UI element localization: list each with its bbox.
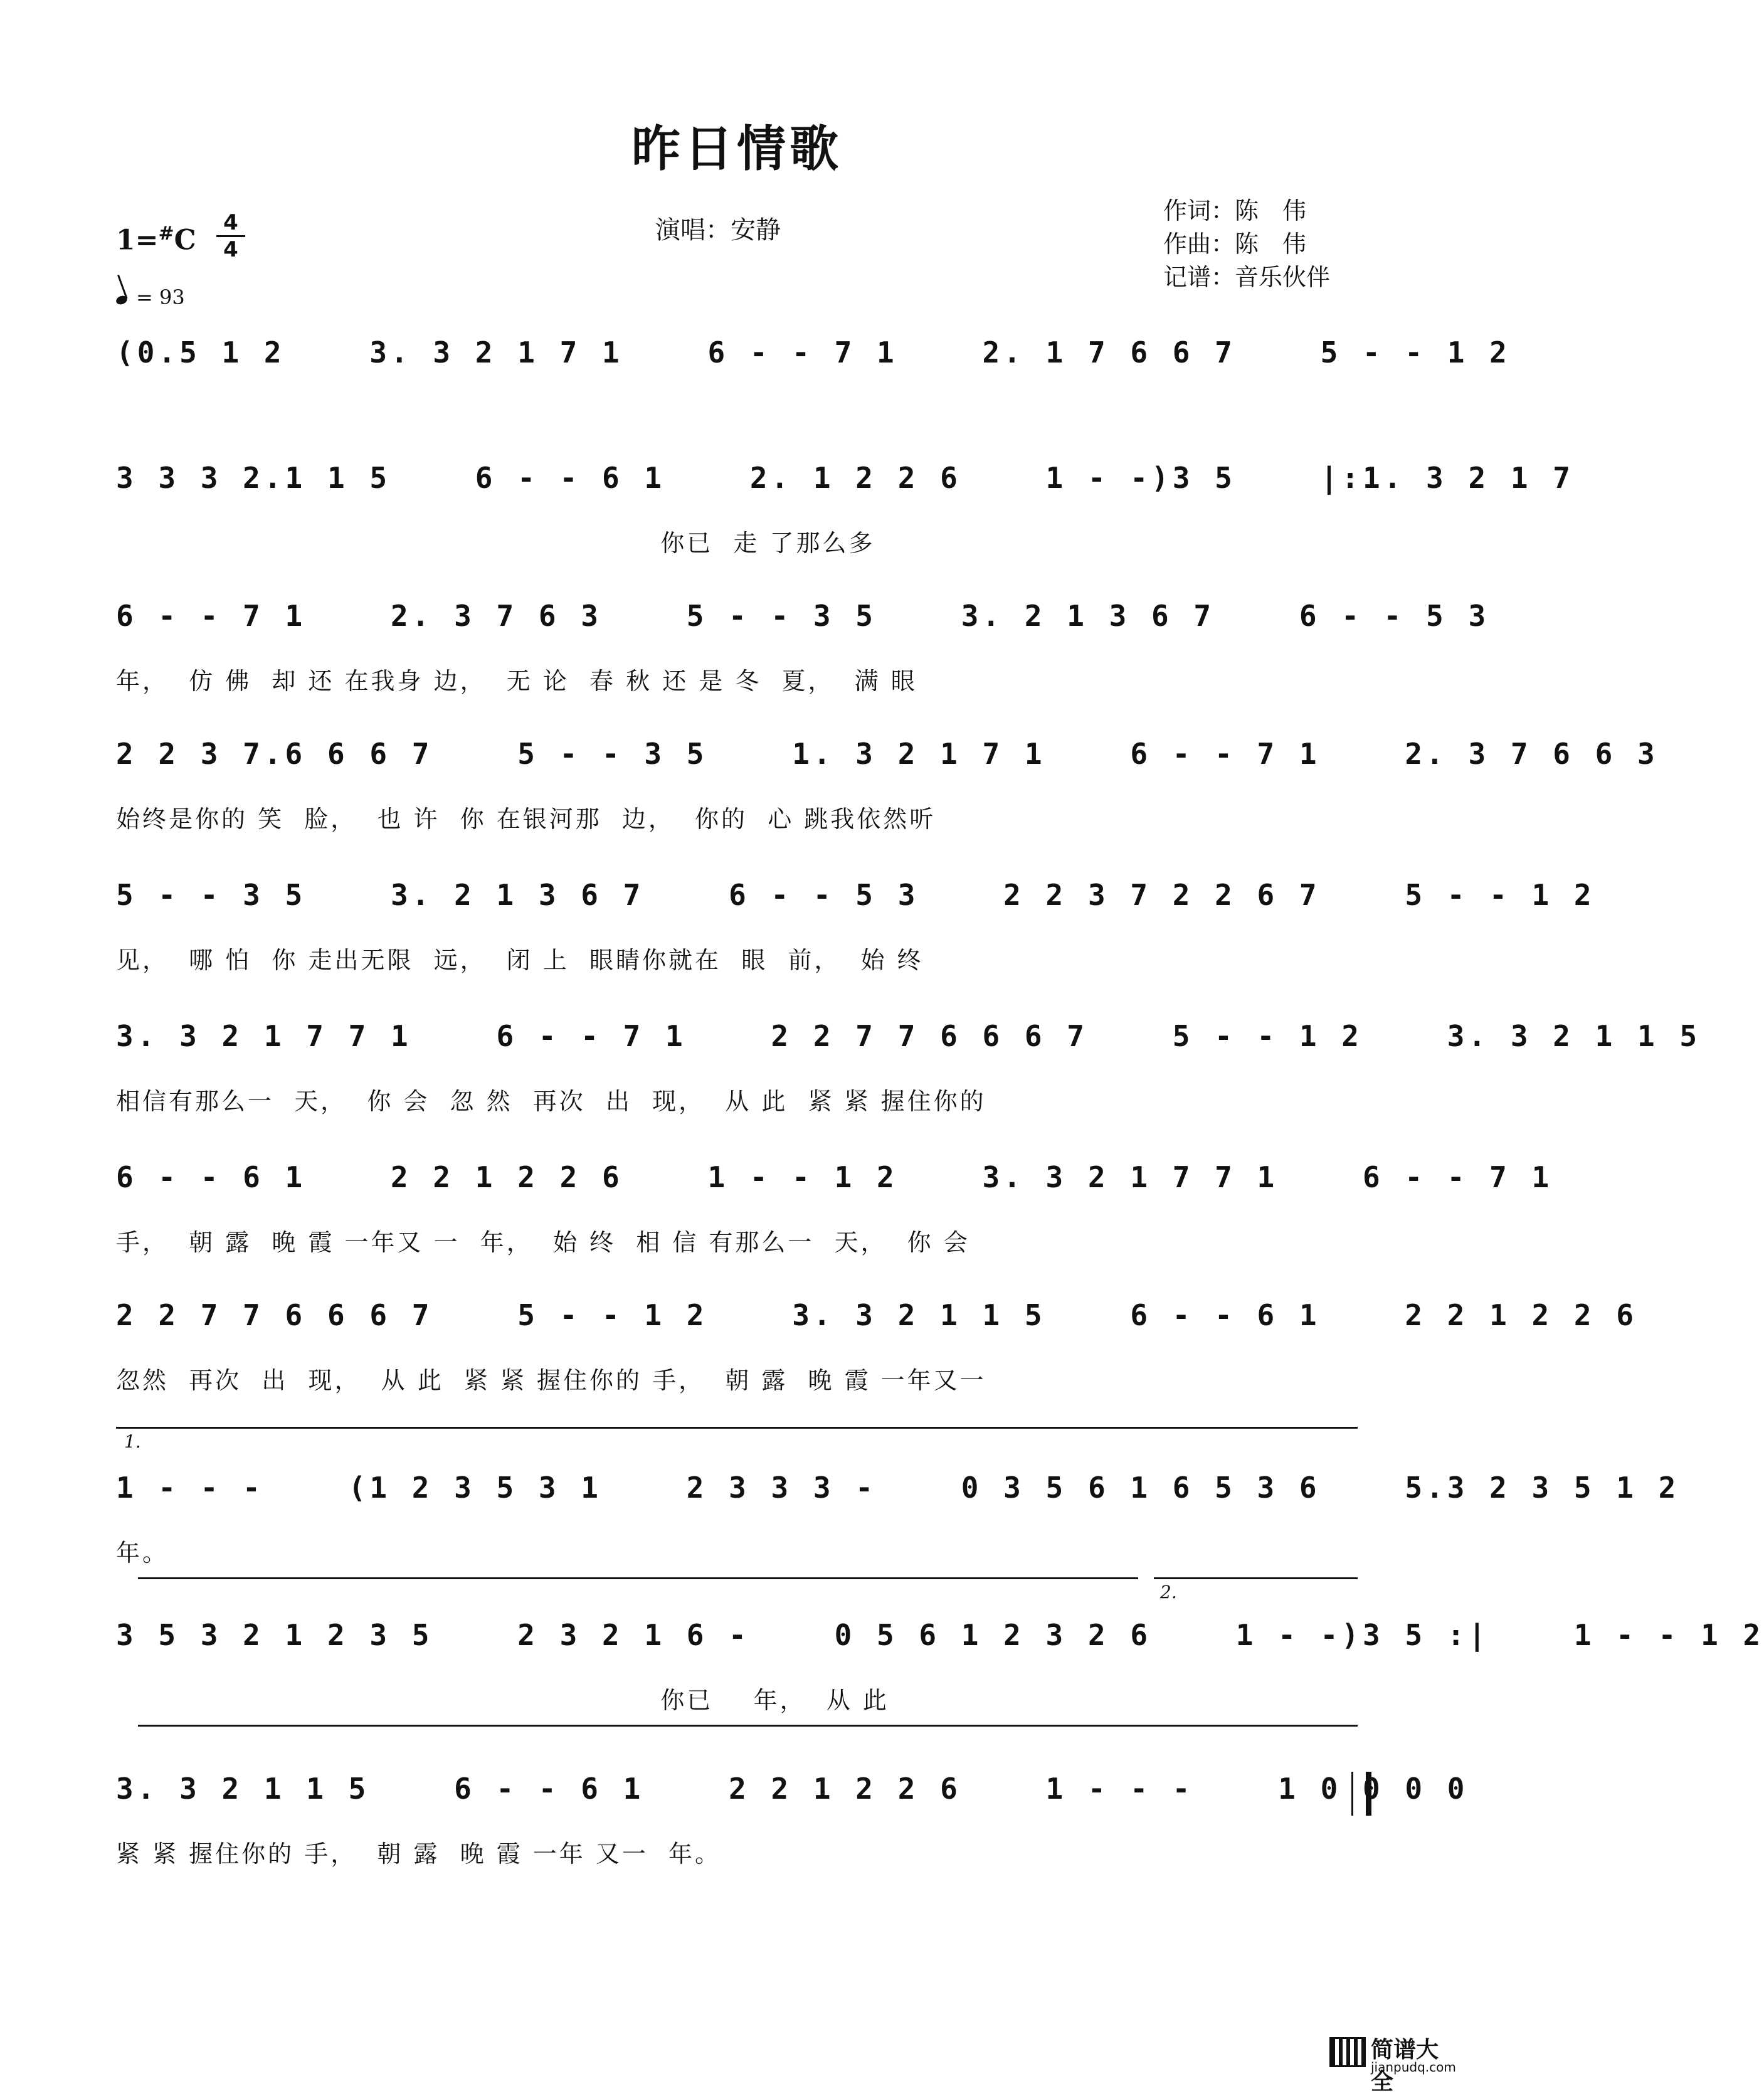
- lyrics: 你已 走 了那么多: [116, 529, 875, 557]
- time-signature-bottom: 4: [216, 235, 245, 262]
- volta-2-label: 2.: [1160, 1582, 1177, 1602]
- lyrics: 见， 哪 怕 你 走出无限 远， 闭 上 眼睛你就在 眼 前， 始 终: [116, 946, 924, 974]
- notes: 2 2 3 7.6 6 6 7 5 - - 3 5 1. 3 2 1 7 1 6 - - 7 1 2. 3 7 6 6 3: [116, 737, 1659, 771]
- lyrics: 你已 年， 从 此: [116, 1686, 889, 1714]
- lyrics: 始终是你的 笑 脸， 也 许 你 在银河那 边， 你的 心 跳我依然听: [116, 805, 936, 833]
- lyrics: 手， 朝 露 晚 霞 一年又 一 年， 始 终 相 信 有那么一 天， 你 会: [116, 1229, 970, 1256]
- notes: 3 3 3 2.1 1 5 6 - - 6 1 2. 1 2 2 6 1 - -)3 5 |:1. 3 2 1 7: [116, 461, 1574, 495]
- volta-1-label: 1.: [124, 1431, 141, 1452]
- watermark-name: 简谱大全: [1371, 2037, 1439, 2095]
- piano-keys-icon: [1329, 2037, 1366, 2067]
- key-prefix: 1=: [116, 224, 159, 257]
- volta-bracket-line: [138, 1577, 1138, 1579]
- notes: (0.5 1 2 3. 3 2 1 7 1 6 - - 7 1 2. 1 7 6 6 7 5 - - 1 2: [116, 336, 1511, 369]
- volta-bracket-line: [1154, 1577, 1358, 1579]
- notes: 3. 3 2 1 7 7 1 6 - - 7 1 2 2 7 7 6 6 6 7 5 - - 1 2 3. 3 2 1 1 5: [116, 1019, 1701, 1053]
- notes: 6 - - 7 1 2. 3 7 6 3 5 - - 3 5 3. 2 1 3 6 7 6 - - 5 3: [116, 599, 1490, 633]
- notes: 5 - - 3 5 3. 2 1 3 6 7 6 - - 5 3 2 2 3 7 2 2 6 7 5 - - 1 2: [116, 878, 1595, 912]
- lyrics: 年， 仿 佛 却 还 在我身 边， 无 论 春 秋 还 是 冬 夏， 满 眼: [116, 667, 917, 695]
- watermark-url: jianpudq.com: [1371, 2060, 1456, 2075]
- volta-bracket-line: [138, 1725, 1358, 1727]
- notes: 2 2 7 7 6 6 6 7 5 - - 1 2 3. 3 2 1 1 5 6 - - 6 1 2 2 1 2 2 6: [116, 1298, 1637, 1332]
- song-title: 昨日情歌: [631, 121, 842, 177]
- singer-credit: 演唱：安静: [655, 216, 781, 245]
- watermark-logo: [1329, 2032, 1456, 2095]
- sharp-sign: #: [158, 223, 174, 245]
- transcriber-credit: 记谱：音乐伙伴: [1163, 263, 1331, 291]
- composer-credit: 作曲：陈 伟: [1163, 230, 1307, 258]
- key-note: C: [174, 224, 196, 257]
- tempo-marking: [116, 285, 185, 309]
- notes: 6 - - 6 1 2 2 1 2 2 6 1 - - 1 2 3. 3 2 1 7 7 1 6 - - 7 1: [116, 1160, 1553, 1194]
- lyricist-credit: 作词：陈 伟: [1163, 197, 1307, 225]
- time-signature-top: 4: [223, 210, 238, 235]
- lyrics: 紧 紧 握住你的 手， 朝 露 晚 霞 一年 又一 年。: [116, 1840, 722, 1868]
- key-signature: [116, 223, 196, 257]
- lyrics: 忽然 再次 出 现， 从 此 紧 紧 握住你的 手， 朝 露 晚 霞 一年又一: [116, 1367, 986, 1394]
- notes: 1 - - - (1 2 3 5 3 1 2 3 3 3 - 0 3 5 6 1 6 5 3 6 5.3 2 3 5 1 2: [116, 1471, 1680, 1505]
- tempo-value: = 93: [136, 285, 185, 309]
- lyrics: 年。: [116, 1539, 169, 1567]
- final-barline: [1351, 1772, 1371, 1816]
- time-signature: [216, 210, 245, 262]
- notes: 3 5 3 2 1 2 3 5 2 3 2 1 6 - 0 5 6 1 2 3 2 6 1 - -)3 5 :| 1 - - 1 2: [116, 1618, 1764, 1652]
- volta-bracket-line: [116, 1427, 1358, 1429]
- quarter-note-icon: [115, 294, 128, 305]
- lyrics: 相信有那么一 天， 你 会 忽 然 再次 出 现， 从 此 紧 紧 握住你的: [116, 1088, 986, 1115]
- notes: 3. 3 2 1 1 5 6 - - 6 1 2 2 1 2 2 6 1 - - - 1 0 0 0 0: [116, 1772, 1469, 1806]
